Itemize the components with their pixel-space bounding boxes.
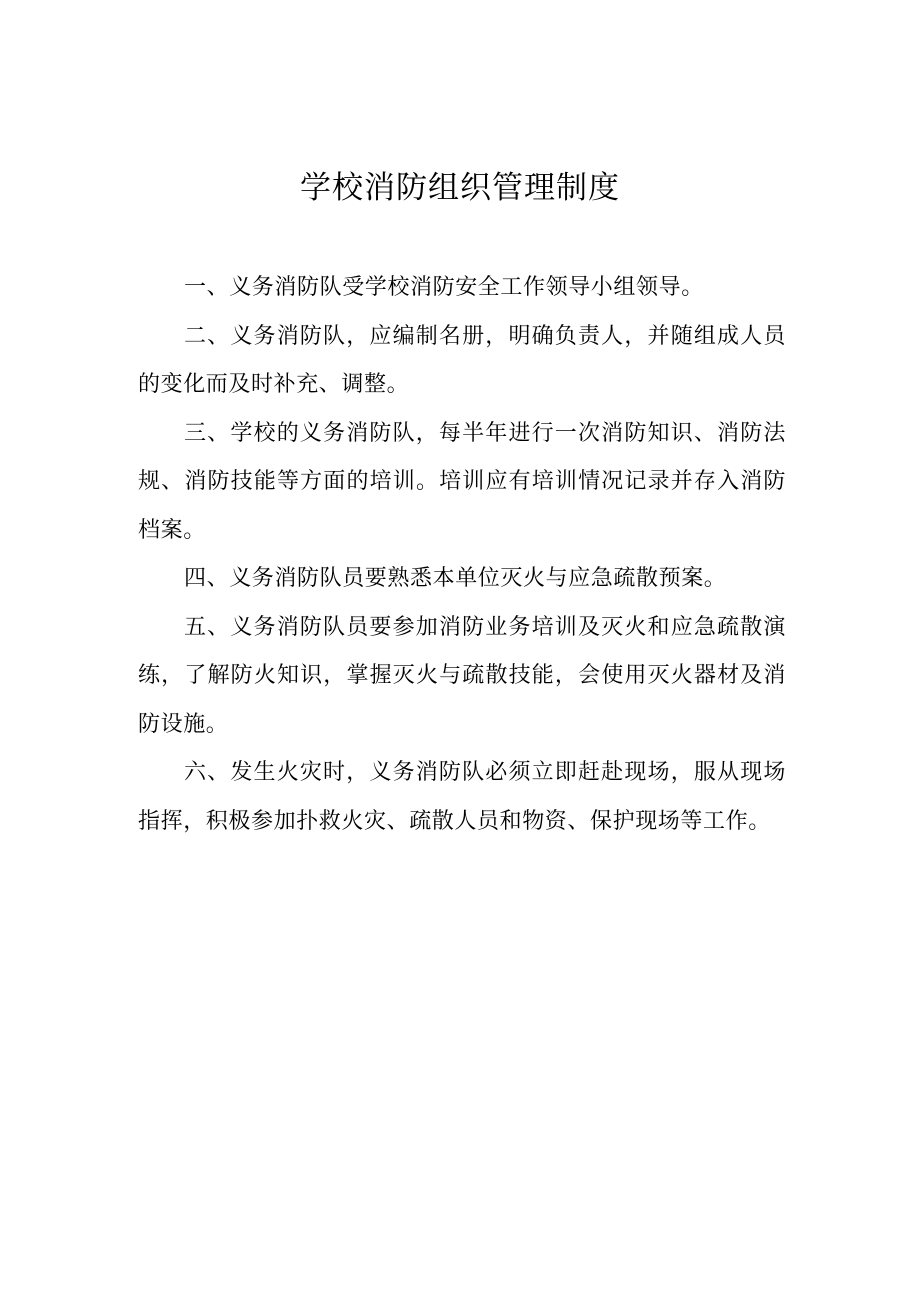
document-body [138, 264, 786, 846]
paragraph-3: 三、学校的义务消防队，每半年进行一次消防知识、消防法规、消防技能等方面的培训。培训应有培训情况记录并存入消防档案。 [138, 420, 786, 543]
paragraph-1: 一、义务消防队受学校消防安全工作领导小组领导。 [184, 275, 704, 300]
paragraph-6: 六、发生火灾时，义务消防队必须立即赶赴现场，服从现场指挥，积极参加扑救火灾、疏散人员和物资、保护现场等工作。 [138, 760, 786, 834]
paragraph-2: 二、义务消防队，应编制名册，明确负责人，并随组成人员的变化而及时补充、调整。 [138, 323, 786, 397]
paragraph-5: 五、义务消防队员要参加消防业务培训及灭火和应急疏散演练，了解防火知识，掌握灭火与疏散技能，会使用灭火器材及消防设施。 [138, 614, 786, 737]
document-title: 学校消防组织管理制度 [300, 170, 620, 206]
paragraph-4: 四、义务消防队员要熟悉本单位灭火与应急疏散预案。 [184, 566, 727, 591]
